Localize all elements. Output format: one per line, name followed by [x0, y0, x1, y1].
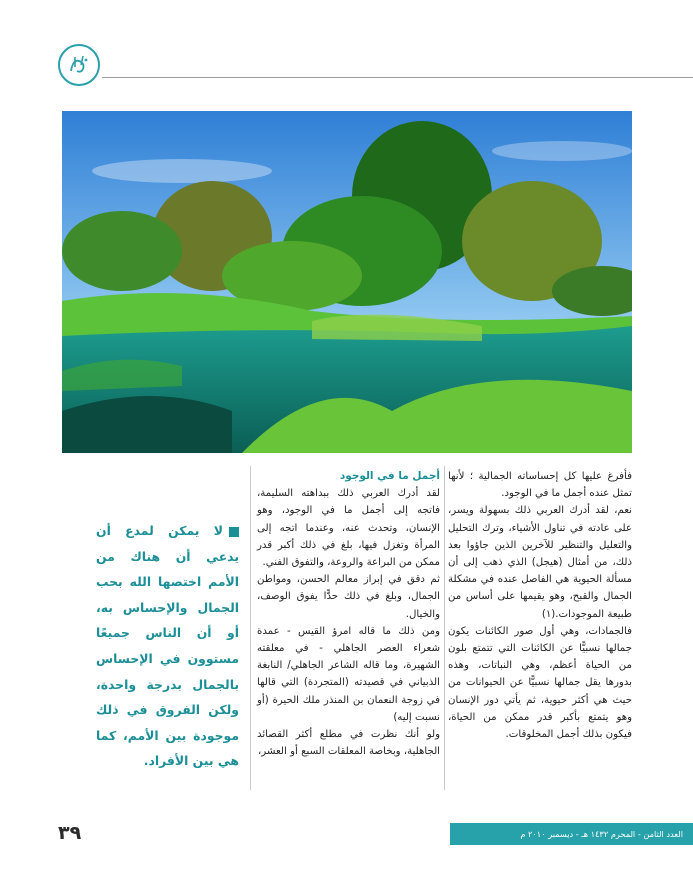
- column-divider: [250, 466, 251, 790]
- page-number: ٣٩: [58, 822, 82, 844]
- footer-issue-bar: [450, 823, 693, 845]
- header-rule: [102, 77, 693, 78]
- pull-quote-text: لا يمكن لمدع أن يدعي أن هناك من الأمم اختصها الله بحب الجمال والإحساس به، أو أن الناس جميعًا مستوون في الإحساس بالجمال بدرجة واحدة، ولكن الفروق في ذلك موجودة بين الأمم، كما هي بين الأفراد.: [96, 523, 239, 769]
- paragraph: فأفرغ عليها كل إحساساته الجمالية ؛ لأنها تمثل عنده أجمل ما في الوجود.: [448, 471, 632, 500]
- paragraph: نعم، لقد أدرك العربي ذلك بسهولة ويسر، على عادته في تناول الأشياء، وترك التحليل والتعليل والتنظير للآخرين الذين جاؤوا بعد ذلك، من أمثال (هيجل) الذي ذهب إلى أن مسألة الحيوية هي الفاصل عنده في مشكلة الجمال والقبح، وهو يقيمها على أساس من طبيعة الموجودات.(١): [448, 505, 632, 620]
- paragraph: لقد أدرك العربي ذلك ببداهته السليمة، فاتجه إلى أجمل ما في الوجود، وهو الإنسان، وتحدث عنه، وعندما اتجه إلى المرأة وتغزل فيها، بلغ في ذلك أكبر قدر ممكن من البراعة والروعة، والتفوق الفني.: [257, 488, 440, 569]
- magazine-logo: [58, 44, 100, 86]
- square-bullet-icon: [229, 527, 239, 537]
- section-heading: أجمل ما في الوجود: [339, 470, 440, 482]
- paragraph: ثم دقق في إبراز معالم الحسن، ومواطن الجمال، وبلغ في ذلك حدًّا يفوق الوصف، والخيال.: [257, 574, 440, 620]
- pull-quote: [96, 518, 239, 774]
- paragraph: ومن ذلك ما قاله امرؤ القيس - عمدة شعراء العصر الجاهلي - في معلقته الشهيرة، وما قاله الشاعر الجاهلي/ النابغة الذبياني في قصيدته (المتجردة) التي قالها في زوجة النعمان بن المنذر ملك الحيرة (أو نسبت إليه): [257, 625, 440, 723]
- paragraph: ولو أنك نظرت في مطلع أكثر القصائد الجاهلية، وبخاصة المعلقات السبع أو العشر،: [257, 729, 440, 758]
- landscape-photo: [62, 111, 632, 453]
- column-divider: [444, 466, 445, 790]
- paragraph: فالجمادات، وهي أول صور الكائنات يكون جمالها نسبيًّا عن الكائنات التي تتمتع بلون من الحياة أعظم، وهي النباتات، وهذه بدورها يقل جمالها نسبيًّا عن الحيوانات من حيث هي أكثر حيوية، ثم يأتي دور الإنسان وهو يتمتع بأكبر قدر ممكن من الحياة، فيكون بذلك أجمل المخلوقات.: [448, 625, 632, 741]
- calligraphy-logo-icon: [65, 51, 93, 79]
- article-column-right: [448, 468, 632, 743]
- article-column-middle: [257, 468, 440, 760]
- issue-text: العدد الثامن - المحرم ١٤٣٢ هـ - ديسمبر ٢٠١٠ م: [520, 829, 683, 839]
